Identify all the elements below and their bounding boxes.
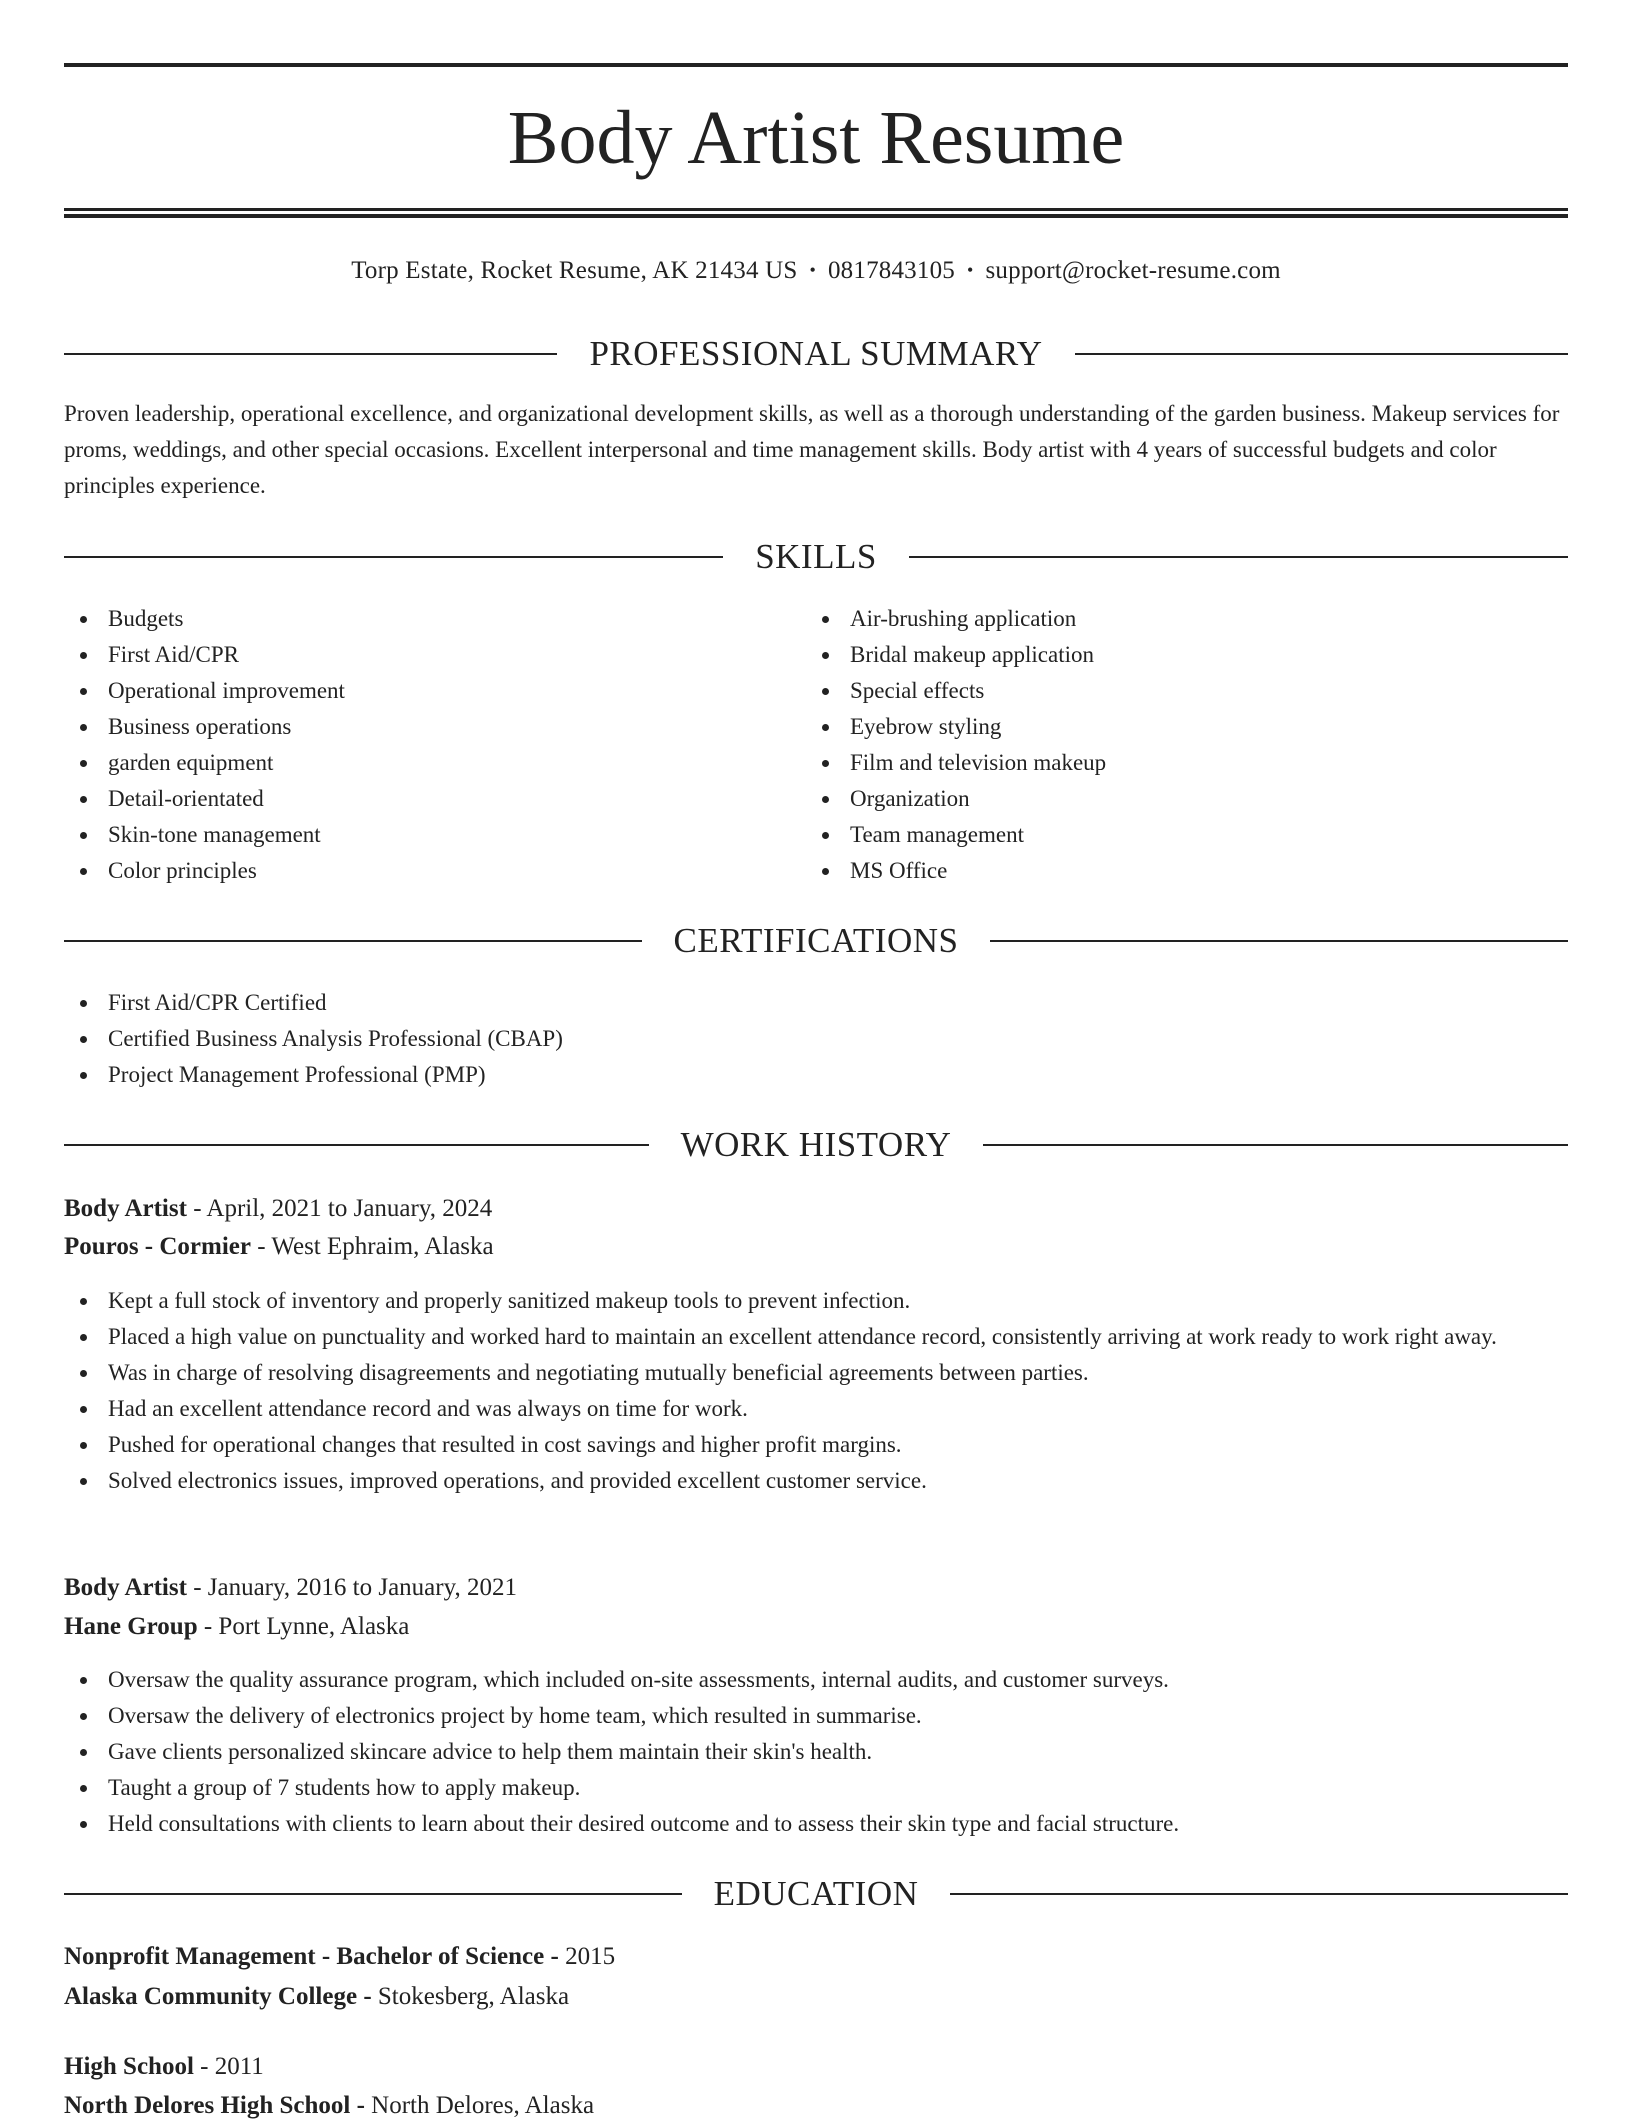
job-bullet (64, 1319, 1568, 1355)
job-bullet (64, 1698, 1568, 1734)
job-bullets (64, 1662, 1568, 1842)
education-year: 2011 (214, 2053, 264, 2080)
bullet-dot (80, 1442, 87, 1449)
bullet-dot (822, 760, 829, 767)
bullet-dot (822, 688, 829, 695)
skill-item (806, 637, 1566, 673)
skill-item (64, 601, 784, 637)
job-bullet (64, 1391, 1568, 1427)
bullet-dot (80, 1785, 87, 1792)
bullet-dot (822, 616, 829, 623)
job-bullet-text: Kept a full stock of inventory and properly sanitized makeup tools to prevent infection. (108, 1288, 911, 1313)
section-header-education (64, 1872, 1568, 1916)
bullet-dot (80, 1036, 87, 1043)
double-rule (64, 208, 1568, 218)
contact-phone: 0817843105 (827, 257, 955, 284)
section-title-certifications: CERTIFICATIONS (673, 921, 959, 960)
skill-item (806, 601, 1566, 637)
bullet-dot (80, 1713, 87, 1720)
section-title-work: WORK HISTORY (680, 1125, 952, 1164)
bullet-dot (80, 1000, 87, 1007)
job-bullet-text: Gave clients personalized skincare advice to help them maintain their skin's health. (108, 1739, 873, 1764)
bullet-dot (822, 724, 829, 731)
contact-separator: • (966, 260, 974, 280)
job-bullet (64, 1463, 1568, 1499)
job-bullet (64, 1283, 1568, 1319)
dash: - (251, 1233, 272, 1260)
skill-text: Team management (850, 822, 1025, 847)
certification-text: First Aid/CPR Certified (108, 990, 327, 1015)
bullet-dot (80, 1478, 87, 1485)
job-bullet (64, 1662, 1568, 1698)
skill-item (64, 853, 784, 889)
skills-list-right (806, 601, 1566, 889)
bullet-dot (80, 1072, 87, 1079)
job-dates: April, 2021 to January, 2024 (206, 1195, 493, 1222)
skills-list-left (64, 601, 784, 889)
skill-item (806, 781, 1566, 817)
skill-text: Detail-orientated (108, 786, 264, 811)
top-rule (64, 63, 1568, 67)
job-bullet-text: Oversaw the delivery of electronics project by home team, which resulted in summarise. (108, 1703, 922, 1728)
dash: - (193, 2053, 215, 2080)
certification-item (64, 1057, 1568, 1093)
job-title-line (64, 1191, 1568, 1227)
job-bullet-text: Had an excellent attendance record and was always on time for work. (108, 1396, 748, 1421)
bullet-dot (80, 1677, 87, 1684)
skill-item (64, 817, 784, 853)
job-title: Body Artist (64, 1574, 187, 1601)
certification-item (64, 985, 1568, 1021)
dash: - (350, 2092, 372, 2119)
section-rule (64, 353, 557, 355)
section-title-summary: PROFESSIONAL SUMMARY (589, 334, 1043, 373)
skill-text: Operational improvement (108, 678, 345, 703)
page-title: Body Artist Resume (507, 96, 1125, 180)
skill-item (806, 673, 1566, 709)
section-rule (1075, 353, 1568, 355)
job-bullet (64, 1355, 1568, 1391)
job-bullet-text: Placed a high value on punctuality and worked hard to maintain an excellent attendance record, consistently arriving at work ready to work right away. (108, 1324, 1497, 1349)
skill-item (806, 853, 1566, 889)
education-degree-line (64, 2049, 1568, 2085)
section-header-summary (64, 332, 1568, 376)
section-rule (64, 556, 723, 558)
section-header-work (64, 1123, 1568, 1167)
job-location: Port Lynne, Alaska (218, 1613, 410, 1640)
bullet-dot (822, 832, 829, 839)
education-degree-line (64, 1939, 1568, 1975)
bullet-dot (80, 616, 87, 623)
skill-text: MS Office (850, 858, 948, 883)
skill-text: Skin-tone management (108, 822, 321, 847)
skill-text: garden equipment (108, 750, 274, 775)
skill-text: Budgets (108, 606, 184, 631)
skill-text: Air-brushing application (850, 606, 1077, 631)
education-location: Stokesberg, Alaska (377, 1983, 570, 2010)
skill-item (806, 709, 1566, 745)
section-rule (64, 1893, 682, 1895)
section-rule (909, 556, 1568, 558)
dash: - (357, 1983, 378, 2010)
job-bullets (64, 1283, 1568, 1499)
job-title-line (64, 1570, 1568, 1606)
bullet-dot (80, 1406, 87, 1413)
job-bullet (64, 1734, 1568, 1770)
job-location: West Ephraim, Alaska (271, 1233, 494, 1260)
education-location: North Delores, Alaska (371, 2092, 595, 2119)
job-company-line (64, 1229, 1568, 1265)
summary-text: Proven leadership, operational excellence, and organizational development skills, as well as a thorough understanding of the garden business. Makeup services for proms, weddings, and other special occasions. Excellent interpersonal and time management skills. Body artist with 4 years of successful budgets and color principles experience. (64, 401, 1560, 498)
job-company: Hane Group (64, 1613, 198, 1640)
education-school-line (64, 2088, 1568, 2124)
bullet-dot (80, 1334, 87, 1341)
section-rule (64, 940, 642, 942)
contact-address: Torp Estate, Rocket Resume, AK 21434 US (351, 257, 798, 284)
bullet-dot (80, 688, 87, 695)
education-school: Alaska Community College (64, 1983, 358, 2010)
bullet-dot (80, 1749, 87, 1756)
certification-text: Project Management Professional (PMP) (108, 1062, 486, 1087)
bullet-dot (80, 1821, 87, 1828)
job-bullet (64, 1770, 1568, 1806)
contact-line (64, 253, 1568, 288)
education-year: 2015 (565, 1943, 616, 1970)
education-school: North Delores High School (64, 2092, 351, 2119)
job-bullet (64, 1427, 1568, 1463)
skill-item (64, 637, 784, 673)
dash: - (197, 1613, 219, 1640)
section-rule (990, 940, 1568, 942)
job-title: Body Artist (64, 1195, 187, 1222)
job-bullet-text: Solved electronics issues, improved operations, and provided excellent customer service. (108, 1468, 927, 1493)
section-title-education: EDUCATION (713, 1874, 919, 1913)
job-company-line (64, 1609, 1568, 1645)
skill-text: First Aid/CPR (108, 642, 240, 667)
skill-item (64, 745, 784, 781)
skill-text: Film and television makeup (850, 750, 1107, 775)
skill-text: Special effects (850, 678, 985, 703)
contact-separator: • (809, 260, 816, 280)
section-rule (950, 1893, 1568, 1895)
skill-item (64, 709, 784, 745)
bullet-dot (80, 832, 87, 839)
skill-text: Eyebrow styling (850, 714, 1002, 739)
bullet-dot (80, 1298, 87, 1305)
dash: - (544, 1943, 566, 1970)
skill-item (64, 673, 784, 709)
section-rule (983, 1144, 1568, 1146)
certification-text: Certified Business Analysis Professional (CBAP) (108, 1026, 563, 1051)
education-degree: High School (64, 2053, 194, 2080)
section-title-skills: SKILLS (755, 537, 877, 576)
bullet-dot (80, 1370, 87, 1377)
bullet-dot (80, 652, 87, 659)
section-header-skills (64, 535, 1568, 579)
bullet-dot (80, 796, 87, 803)
certification-item (64, 1021, 1568, 1057)
bullet-dot (80, 868, 87, 875)
bullet-dot (822, 796, 829, 803)
job-bullet-text: Held consultations with clients to learn about their desired outcome and to assess their skin type and facial structure. (108, 1811, 1180, 1836)
bullet-dot (80, 760, 87, 767)
education-degree: Nonprofit Management - Bachelor of Science (64, 1943, 545, 1970)
skill-text: Organization (850, 786, 970, 811)
skill-text: Color principles (108, 858, 257, 883)
contact-email: support@rocket-resume.com (985, 257, 1281, 284)
skill-item (64, 781, 784, 817)
dash: - (186, 1574, 208, 1601)
job-bullet-text: Pushed for operational changes that resulted in cost savings and higher profit margins. (108, 1432, 902, 1457)
job-bullet-text: Taught a group of 7 students how to apply makeup. (108, 1775, 581, 1800)
bullet-dot (822, 868, 829, 875)
job-bullet-text: Oversaw the quality assurance program, which included on-site assessments, internal audits, and customer surveys. (108, 1667, 1169, 1692)
section-rule (64, 1144, 649, 1146)
job-company: Pouros - Cormier (64, 1233, 251, 1260)
skill-item (806, 745, 1566, 781)
job-dates: January, 2016 to January, 2021 (207, 1574, 517, 1601)
section-header-certifications (64, 919, 1568, 963)
bullet-dot (822, 652, 829, 659)
bullet-dot (80, 724, 87, 731)
certifications-list (64, 985, 1568, 1093)
job-bullet-text: Was in charge of resolving disagreements and negotiating mutually beneficial agreements between parties. (108, 1360, 1089, 1385)
skill-text: Business operations (108, 714, 292, 739)
skill-text: Bridal makeup application (850, 642, 1094, 667)
education-school-line (64, 1979, 1568, 2015)
job-bullet (64, 1806, 1568, 1842)
dash: - (186, 1195, 207, 1222)
skill-item (806, 817, 1566, 853)
